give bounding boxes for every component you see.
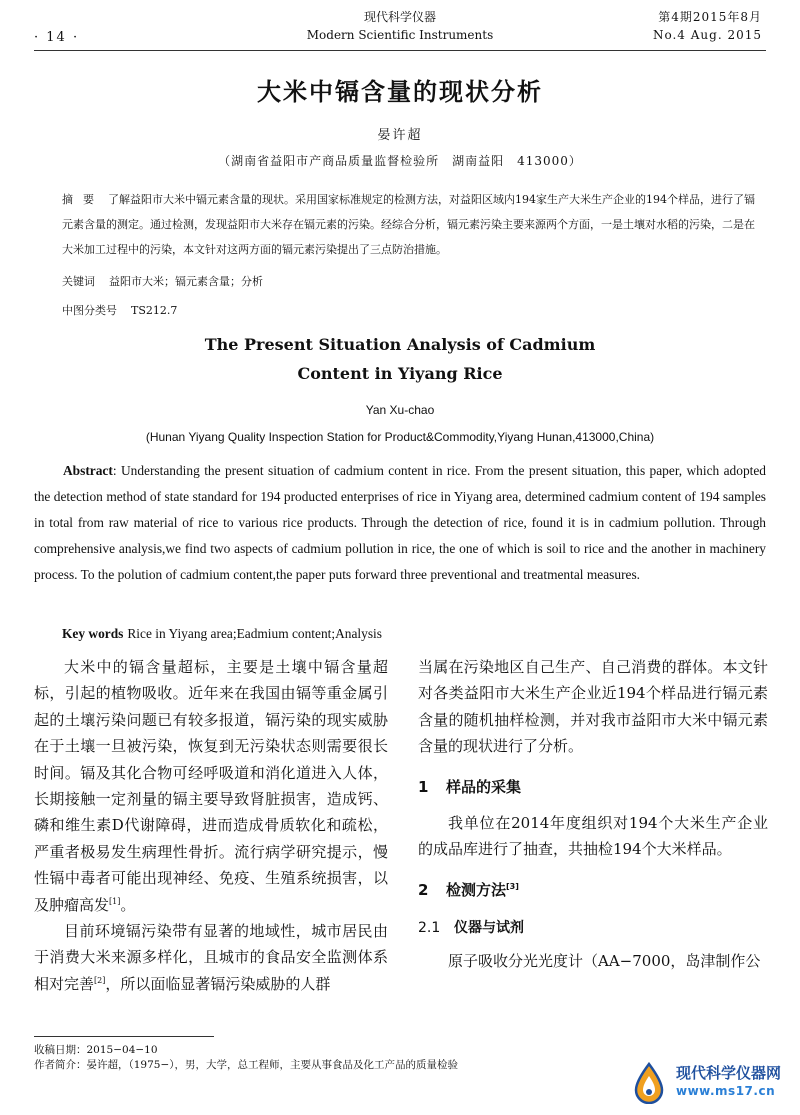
footnote-author-bio: 作者简介：晏许超，（1975−），男，大学，总工程师，主要从事食品及化工产品的质量检验: [34, 1059, 459, 1071]
subsection-heading-2-1: [418, 915, 768, 941]
section-heading-1: [418, 774, 768, 800]
body-paragraph: [34, 918, 388, 997]
journal-name-en: Modern Scientific Instruments: [306, 28, 494, 42]
classification-zh-label: 中图分类号: [62, 304, 117, 317]
header-rule: [34, 50, 766, 51]
keywords-en-label: Key words: [62, 626, 124, 641]
body-paragraph: 我单位在2014年度组织对194个大米生产企业的成品库进行了抽查，共抽检194个大米样品。: [418, 814, 768, 859]
abstract-zh: [62, 187, 762, 262]
footnote-rule: [34, 1036, 214, 1037]
journal-name-zh: 现代科学仪器: [363, 10, 436, 24]
issue-zh: 第4期2015年8月: [658, 10, 762, 24]
body-paragraph: 当属在污染地区自己生产、自己消费的群体。本文针对各类益阳市大米生产企业近194个样品进行镉元素含量的随机抽样检测，并对我市益阳市大米中镉元素含量的现状进行了分析。: [418, 658, 768, 756]
keywords-zh-text: 益阳市大米；镉元素含量；分析: [109, 275, 263, 288]
keywords-zh-label: 关键词: [62, 275, 95, 288]
article-title-en: [0, 330, 800, 388]
watermark-name: 现代科学仪器网: [676, 1064, 782, 1082]
section-heading-2: [418, 877, 768, 903]
keywords-en-text: Rice in Yiyang area;Eadmium content;Analysis: [127, 626, 382, 641]
site-watermark: [628, 1058, 793, 1110]
keywords-en: [62, 626, 382, 642]
section-number: 1: [418, 777, 429, 796]
keywords-zh: [62, 273, 263, 289]
issue-en: No.4 Aug. 2015: [652, 28, 762, 42]
author-zh: 晏许超: [377, 128, 423, 143]
abstract-en-label: Abstract: [63, 463, 113, 478]
affiliation-zh: （湖南省益阳市产商品质量监督检验所 湖南益阳 413000）: [218, 154, 582, 168]
body-text: 。: [120, 895, 136, 914]
body-paragraph: [34, 654, 388, 918]
author-en: Yan Xu-chao: [365, 403, 435, 417]
abstract-zh-text: 了解益阳市大米中镉元素含量的现状。采用国家标准规定的检测方法，对益阳区域内194家生产大米生产企业的194个样品，进行了镉元素含量的测定。通过检测，发现益阳市大米存在镉元素的污染。经综合分析，镉元素污染主要来源两个方面，一是土壤对水稻的污染，二是在大米加工过程中的污染，本文针对这两方面的镉元素污染提出了三点防治措施。: [62, 193, 755, 256]
body-text: 大米中的镉含量超标，主要是土壤中镉含量超标，引起的植物吸收。近年来在我国由镉等重金属引起的土壤污染问题已有较多报道，镉污染的现实威胁在于土壤一旦被污染，恢复到无污染状态则需要很长时间。镉及其化合物可经呼吸道和消化道进入人体，长期接触一定剂量的镉主要导致肾脏损害，造成钙、磷和维生素D代谢障碍，进而造成骨质软化和疏松，严重者极易发生病理性骨折。流行病学研究提示，慢性镉中毒者可能出现神经、免疫、生殖系统损害，以及肿瘤高发: [34, 658, 388, 914]
page-number: · 14 ·: [34, 30, 80, 45]
subsection-number: 2.1: [418, 920, 441, 937]
citation-ref[interactable]: [1]: [109, 896, 121, 906]
body-paragraph: 原子吸收分光光度计（AA−7000，岛津制作公: [448, 951, 761, 970]
body-left-column: [34, 654, 388, 997]
subsection-title: 仪器与试剂: [454, 920, 524, 937]
section-title: 样品的采集: [446, 777, 522, 796]
article-title-zh: 大米中镉含量的现状分析: [257, 77, 543, 106]
body-text: 目前环境镉污染带有显著的地域性，城市居民由于消费大米来源多样化，且城市的食品安全监测体系相对完善: [34, 922, 388, 993]
abstract-en-text: : Understanding the present situation of cadmium content in rice. From the present situation, this paper, which adopted the detection method of state standard for 194 producted enterprises of rice in Yiyang area, determined cadmium content of 194 samples in total from raw material of rice to various rice products. Through the detection of rice, found it is in cadmium pollution. Through comprehensive analysis,we find two aspects of cadmium pollution in rice, the one of which is soil to rice and the another in machinery process. To the polution of cadmium content,the paper puts forward three preventional and treatmental measures.: [34, 463, 766, 582]
abstract-en: [34, 458, 766, 588]
abstract-zh-label: 摘要: [62, 193, 104, 206]
watermark-url[interactable]: www.ms17.cn: [676, 1084, 776, 1098]
footnote-received: 收稿日期：2015−04−10: [34, 1044, 158, 1056]
citation-ref[interactable]: [3]: [506, 881, 519, 891]
article-title-en-line1: The Present Situation Analysis of Cadmium: [204, 335, 596, 354]
affiliation-en: (Hunan Yiyang Quality Inspection Station for Product&Commodity,Yiyang Hunan,413000,China): [145, 430, 655, 444]
watermark-logo-icon: [628, 1062, 670, 1104]
citation-ref[interactable]: [2]: [94, 975, 106, 985]
body-text: ，所以面临显著镉污染威胁的人群: [105, 974, 331, 993]
classification-zh: [62, 302, 177, 318]
classification-zh-text: TS212.7: [131, 304, 178, 317]
body-right-column: [418, 654, 768, 974]
article-title-en-line2: Content in Yiyang Rice: [297, 364, 503, 383]
issue-info: [653, 8, 762, 44]
section-number: 2: [418, 880, 429, 899]
section-title: 检测方法: [446, 880, 507, 899]
